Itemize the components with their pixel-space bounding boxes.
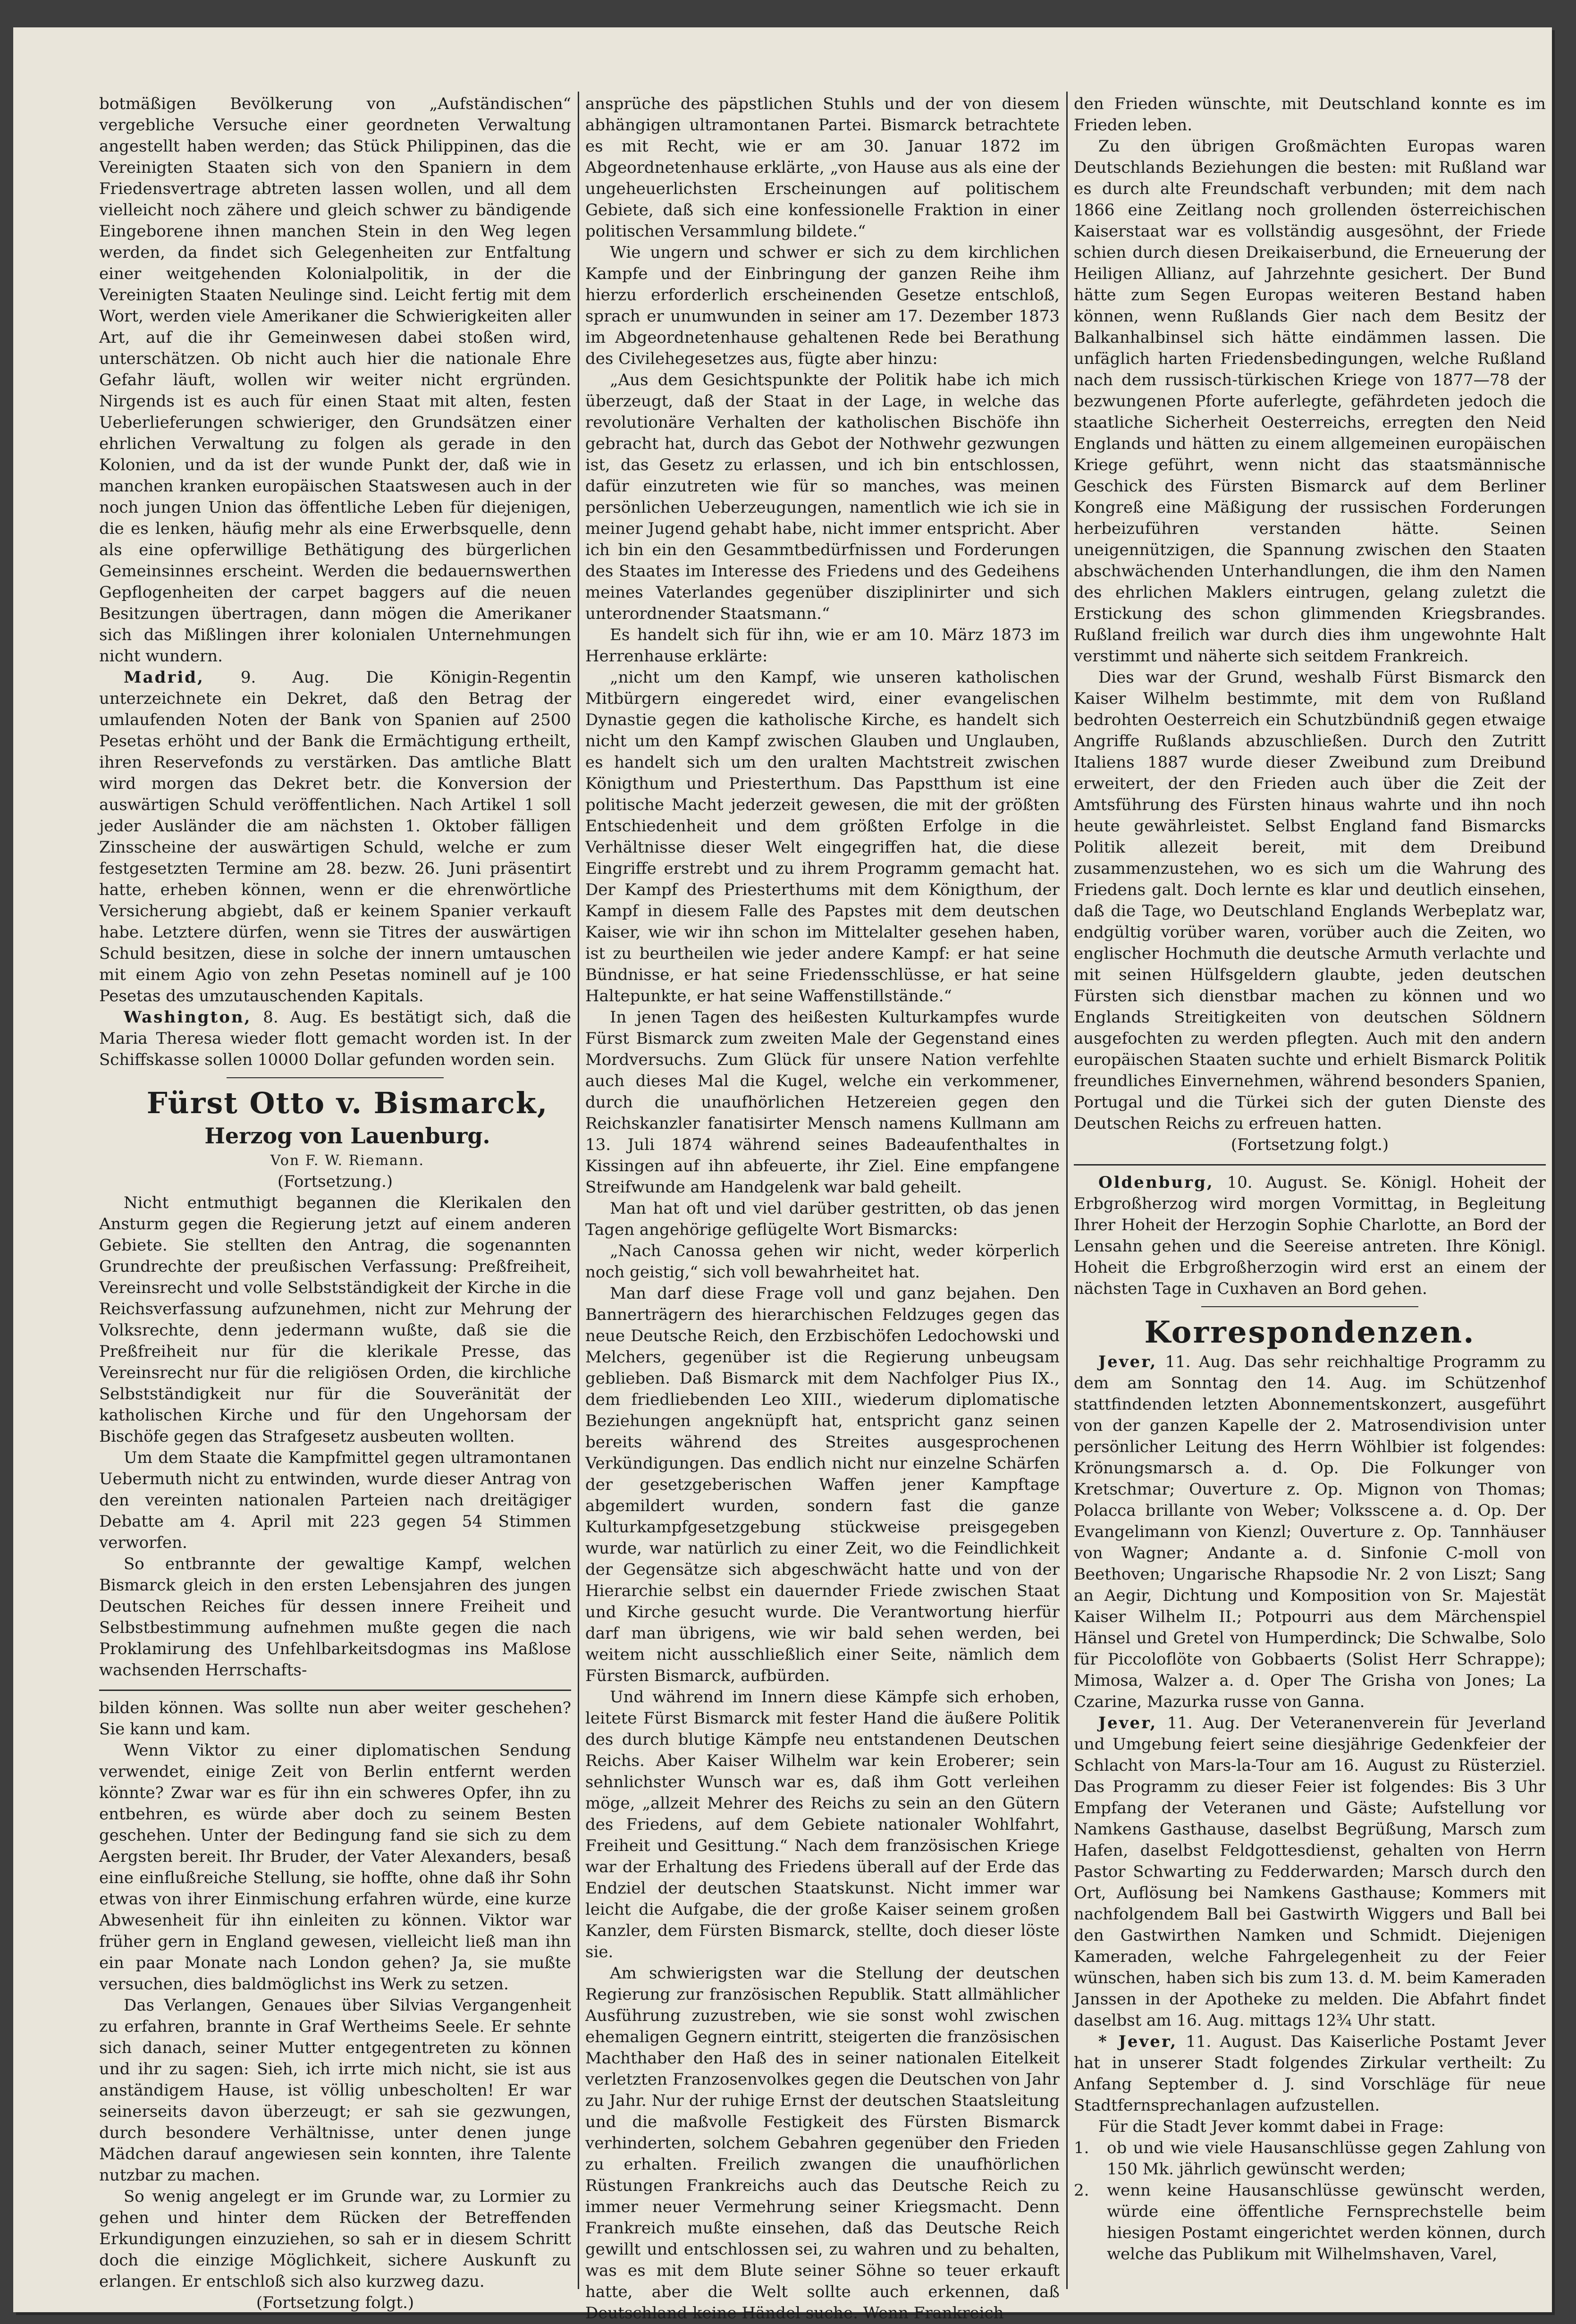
feuilleton-paragraph: bilden können. Was sollte nun aber weiter geschehen? Sie kann und kam. [99, 1699, 571, 1739]
news-item-washington [99, 1007, 571, 1071]
article-paragraph: ansprüche des päpstlichen Stuhls und der von diesem abhängigen ultramontanen Partei. Bismarck betrachtete es mit Recht, wie er am 30. Januar 1872 im Abgeordnetenhause erklärte, „von Hause aus als eine der ungeheuerlichsten Erscheinungen auf politischem Gebiete, daß sich eine konfessionelle Fraktion in einer politischen Versammlung bildete.“ [585, 94, 1060, 241]
article-paragraph: Nicht entmuthigt begannen die Klerikalen den Ansturm gegen die Regierung jetzt auf einem anderen Gebiete. Sie stellten den Antrag, die sogenannten Grundrechte der preußischen Verfassung: Preßfreiheit, Vereinsrecht und volle Selbstständigkeit der Kirche in die Reichsverfassung aufzunehmen, nicht zur Mehrung der Volksrechte, denn jedermann wußte, daß sie die Preßfreiheit nur für die klerikale Presse, das Vereinsrecht nur für die religiösen Orden, die kirchliche Selbstständigkeit nur für die Souveränität der katholischen Kirche und für den Ungehorsam der Bischöfe gegen das Strafgesetz ausbeuten wollten. [99, 1193, 571, 1446]
continued-note: (Fortsetzung folgt.) [256, 2293, 414, 2312]
news-text: 11. Aug. Das sehr reichhaltige Programm zu dem am Sonntag den 14. Aug. im Schützenhof stattfindenden letzten Abonnementskonzert, ausgeführt von der ganzen Kapelle der 2. Matrosendivision unter persönlicher Leitung des Herrn Wöhlbier ist folgendes: Krönungsmarsch a. d. Op. Die Folkunger von Kretschmar; Ouverture z. Op. Mignon von Thomas; Polacca brillante von Weber; Volksscene a. d. Op. Der Evangelimann von Kienzl; Ouverture z. Op. Tannhäuser von Wagner; Andante a. d. Sinfonie C-moll von Beethoven; Ungarische Rhapsodie Nr. 2 von Liszt; Sang an Aegir, Dichtung und Komposition von Sr. Majestät Kaiser Wilhelm II.; Potpourri aus dem Märchenspiel Hänsel und Gretel von Humperdinck; Die Schwalbe, Solo für Piccoloflöte von Gobbaerts (Solist Herr Schrappe); Mimosa, Walzer a. d. Oper The Grisha von Jones; La Czarine, Mazurka russe von Ganna. [1074, 1352, 1546, 1711]
divider [1201, 1306, 1418, 1307]
divider [227, 1077, 444, 1078]
news-item-oldenburg [1074, 1172, 1546, 1300]
article-subtitle: Herzog von Lauenburg. [204, 1123, 490, 1149]
dateline-place: Jever, [1098, 1352, 1157, 1371]
feuilleton-paragraph: Wenn Viktor zu einer diplomatischen Sendung verwendet, einige Zeit von Berlin entfernt werden könnte? Zwar war es für ihn ein schweres Opfer, ihn zu entbehren, es würde aber doch zu seinem Besten geschehen. Unter der Bedingung fand sie sich zu dem Aergsten bereit. Ihr Bruder, der Vater Alexanders, besaß eine einflußreiche Stellung, sie hoffte, ohne daß ihr Sohn etwas von ihrer Einmischung erfahren würde, eine kurze Abwesenheit für ihn einleiten zu können. Viktor war früher gern in England gewesen, vielleicht ließ man ihn ein paar Monate nach London gehen? Ja, sie mußte versuchen, dies baldmöglichst ins Werk zu setzen. [99, 1741, 571, 1994]
article-quote: „nicht um den Kampf, wie unseren katholischen Mitbürgern eingeredet wird, einer evangelischen Dynastie gegen die katholische Kirche, es handelt sich nicht um den Kampf zwischen Glauben und Unglauben, es handelt sich um den uralten Machtstreit zwischen Königthum und Priesterthum. Das Papstthum ist eine politische Macht jederzeit gewesen, die mit der größten Entschiedenheit und dem größten Erfolge in die Verhältnisse dieser Welt eingegriffen hat, die diese Eingriffe erstrebt und zu ihrem Programm gemacht hat. Der Kampf des Priesterthums mit dem Königthum, der Kampf in diesem Falle des Papstes mit dem deutschen Kaiser, wie wir ihn schon im Mittelalter gesehen haben, ist zu beurtheilen wie jeder andere Kampf: er hat seine Bündnisse, er hat seine Friedensschlüsse, er hat seine Haltepunkte, er hat seine Waffenstillstände.“ [585, 668, 1060, 1006]
list-text: wenn keine Hausanschlüsse gewünscht werden, würde eine öffentliche Fernsprechstelle beim hiesigen Postamt eingerichtet werden können, durch welche das Publikum mit Wilhelmshaven, Varel, [1107, 2181, 1546, 2264]
newspaper-page [13, 27, 1552, 2323]
feuilleton-paragraph: So wenig angelegt er im Grunde war, zu Lormier zu gehen und hinter dem Rücken der Betreffenden Erkundigungen einzuziehen, so sah er in diesem Schritt doch die einzige Möglichkeit, sichere Auskunft zu erlangen. Er entschloß sich also kurzweg dazu. [99, 2187, 571, 2291]
continued-note: (Fortsetzung.) [277, 1172, 393, 1191]
article-quote: „Nach Canossa gehen wir nicht, weder körperlich noch geistig,“ sich voll bewahrheitet hat. [585, 1242, 1060, 1282]
news-item-jever [1074, 1713, 1546, 2031]
dateline-place: * Jever, [1098, 2032, 1178, 2051]
list-item [1074, 2180, 1546, 2265]
article-paragraph: So entbrannte der gewaltige Kampf, welchen Bismarck gleich in den ersten Lebensjahren des jungen Deutschen Reiches für dessen innere Freiheit und Selbstbestimmung aufnehmen mußte gegen die nach Proklamirung des Unfehlbarkeitsdogmas ins Maßlose wachsenden Herrschafts- [99, 1555, 571, 1680]
article-paragraph: Und während im Innern diese Kämpfe sich erhoben, leitete Fürst Bismarck mit fester Hand die äußere Politik des durch blutige Kämpfe neu entstandenen Deutschen Reichs. Aber Kaiser Wilhelm war kein Eroberer; sein sehnlichster Wunsch war es, daß ihm Gott verleihen möge, „allzeit Mehrer des Reichs zu sein an den Gütern des Friedens, auf dem Gebiete nationaler Wohlfahrt, Freiheit und Gesittung.“ Nach dem französischen Kriege war der Erhaltung des Friedens überall auf der Erde das Endziel der deutschen Staatskunst. Nicht immer war leicht die Aufgabe, die der große Kaiser seinem großen Kanzler, dem Fürsten Bismarck, stellte, doch dieser löste sie. [585, 1688, 1060, 1961]
feuilleton-divider [99, 1690, 571, 1691]
column-rule-left [578, 92, 579, 2289]
news-item-jever [1074, 2031, 1546, 2116]
article-paragraph: botmäßigen Bevölkerung von „Aufständischen“ vergebliche Versuche einer geordneten Verwaltung angestellt haben werden; das Stück Philippinen, das die Vereinigten Staaten sich von den Spaniern in dem Friedensvertrage abtreten lassen wollen, und all dem vielleicht noch zähere und gleich schwer zu bändigende Eingeborene ihnen manchen Stein in den Weg legen werden, da findet sich Gelegenheiten zur Entfaltung einer weitgehenden Kolonialpolitik, in der die Vereinigten Staaten Neulinge sind. Leicht fertig mit dem Wort, werden viele Amerikaner die Schwierigkeiten aller Art, auf die ihr Gemeinwesen dabei stoßen wird, unterschätzen. Ob nicht auch hier die nationale Ehre Gefahr läuft, wollen wir weiter nicht ergründen. Nirgends ist es auch für einen Staat mit alten, festen Ueberlieferungen schwieriger, den Grundsätzen einer ehrlichen Verwaltung zu folgen als gerade in den Kolonien, und da ist der wunde Punkt der, daß wie in manchen kranken europäischen Staatswesen auch in der noch jungen Union das öffentliche Leben für diejenigen, die es lenken, häufig mehr als eine Erwerbsquelle, denn als eine opferwillige Bethätigung des bürgerlichen Gemeinsinnes erscheint. Werden die bedauernswerthen Gepflogenheiten der carpet baggers auf die neuen Besitzungen übertragen, dann mögen die Amerikaner sich das Mißlingen ihrer kolonialen Unternehmungen nicht wundern. [99, 94, 571, 666]
list-item [1074, 2138, 1546, 2180]
news-item-madrid [99, 667, 571, 1007]
news-text: 9. Aug. Die Königin-Regentin unterzeichnete ein Dekret, daß den Betrag der umlaufenden Noten der Bank von Spanien auf 2500 Pesetas erhöht und der Bank die Ermächtigung ertheilt, ihren Reservefonds zu verstärken. Das amtliche Blatt wird morgen das Dekret betr. die Konversion der auswärtigen Schuld veröffentlichen. Nach Artikel 1 soll jeder Ausländer die am nächsten 1. Oktober fälligen Zinsscheine der auswärtigen Schuld, welche er zum festgesetzten Termine am 28. bezw. 26. Juni präsentirt hatte, erheben können, wenn er die ehrenwörtliche Versicherung abgiebt, daß er keinem Spanier verkauft habe. Letztere dürfen, wenn sie Titres der auswärtigen Schuld besitzen, diese in solche der innern umtauschen mit einem Agio von zehn Pesetas nominell auf je 100 Pesetas des umzutauschenden Kapitals. [99, 668, 571, 1006]
news-text: Für die Stadt Jever kommt dabei in Frage: [1098, 2117, 1444, 2136]
column-rule-right [1066, 92, 1068, 2289]
article-paragraph: Wie ungern und schwer er sich zu dem kirchlichen Kampfe und der Einbringung der ganzen Reihe ihm hierzu erforderlich erscheinenden Gesetze entschloß, sprach er unumwunden in seiner am 17. Dezember 1873 im Abgeordnetenhause gehaltenen Rede bei Berathung des Civilehegesetzes aus, fügte aber hinzu: [585, 243, 1060, 368]
list-text: ob und wie viele Hausanschlüsse gegen Zahlung von 150 Mk. jährlich gewünscht werden; [1107, 2138, 1546, 2179]
news-item-jever [1074, 1352, 1546, 1713]
section-heading: Korrespondenzen. [1144, 1315, 1475, 1350]
news-text: 11. Aug. Der Veteranenverein für Jeverland und Umgebung feiert seine diesjährige Gedenkfeier der Schlacht von Mars-la-Tour am 16. August zu Rüsterziel. Das Programm zu dieser Feier ist folgendes: Bis 3 Uhr Empfang der Veteranen und Gäste; Aufstellung vor Namkens Gasthause, daselbst Begrüßung, Marsch zum Hafen, daselbst Feldgottesdienst, gehalten von Herrn Pastor Schwarting zu Fedderwarden; Marsch durch den Ort, Auflösung bei Namkens Gasthause; Kommers mit nachfolgendem Ball bei Gastwirth Wiggers und Ball bei den Gastwirthen Namken und Schmidt. Diejenigen Kameraden, welche Fahrgelegenheit zu der Feier wünschen, haben sich bis zum 13. d. M. beim Kameraden Janssen in der Apotheke zu melden. Die Abfahrt findet daselbst am 16. Aug. mittags 12¾ Uhr statt. [1074, 1714, 1546, 2030]
dateline-place: Jever, [1098, 1714, 1157, 1732]
dateline-place: Madrid, [124, 668, 204, 687]
article-paragraph: Zu den übrigen Großmächten Europas waren Deutschlands Beziehungen die besten: mit Rußland war es durch alte Freundschaft verbunden; mit dem nach 1866 eine Zeitlang noch grollenden österreichischen Kaiserstaat war es vollständig ausgesöhnt, der Friede schien durch diesen Dreikaiserbund, die Erneuerung der Heiligen Allianz, auf Jahrzehnte gesichert. Der Bund hätte zum Segen Europas weiteren Bestand haben können, wenn Rußlands Gier nach dem Besitz der Balkanhalbinsel sich hätte eindämmen lassen. Die unfäglich harten Friedensbedingungen, welche Rußland nach dem russisch-türkischen Kriege von 1877—78 der bezwungenen Pforte auferlegte, gefährdeten jedoch die staatliche Sicherheit Oesterreichs, erregten den Neid Englands und hätten zu einem allgemeinen europäischen Kriege geführt, wenn nicht das staatsmännische Geschick des Fürsten Bismarck auf dem Berliner Kongreß eine Mäßigung der russischen Forderungen herbeizuführen verstanden hätte. Seinen uneigennützigen, die Spannung zwischen den Staaten abschwächenden Unterhandlungen, die ihm den Namen des ehrlichen Maklers eintrugen, gelang zuletzt die Erstickung des schon glimmenden Kriegsbrandes. Rußland freilich war durch dies ihm ungewohnte Halt verstimmt und näherte sich seitdem Frankreich. [1074, 137, 1546, 666]
list-number: 1. [1074, 2138, 1089, 2157]
news-text: 10. August. Se. Königl. Hoheit der Erbgroßherzog wird morgen Vormittag, in Begleitung Ihrer Hoheit der Herzogin Sophie Charlotte, an Bord der Lensahn gehen und die Seereise antreten. Ihre Königl. Hoheit die Erbgroßherzogin wird erst an einem der nächsten Tage in Cuxhaven an Bord gehen. [1074, 1173, 1546, 1298]
divider [1074, 1164, 1546, 1166]
dateline-place: Washington, [124, 1008, 252, 1027]
news-text: 8. Aug. Es bestätigt sich, daß die Maria Theresa wieder flott gemacht worden ist. In der Schiffskasse sollen 10000 Dollar gefunden worden sein. [99, 1008, 571, 1069]
list-number: 2. [1074, 2181, 1089, 2200]
article-paragraph: Dies war der Grund, weshalb Fürst Bismarck den Kaiser Wilhelm bestimmte, mit dem von Rußland bedrohten Oesterreich ein Schutzbündniß gegen etwaige Angriffe Rußlands abzuschließen. Durch den Zutritt Italiens 1887 wurde dieser Zweibund zum Dreibund erweitert, der den Frieden auch über die Zeit der Amtsführung des Fürsten hinaus wahrte und ihn noch heute gewährleistet. Selbst England fand Bismarcks Politik allezeit bereit, mit dem Dreibund zusammenzustehen, wo es sich um die Wahrung des Friedens galt. Doch lernte es klar und deutlich einsehen, daß die Tage, wo Deutschland Englands Werbeplatz war, endgültig vorüber waren, vorüber auch die Zeiten, wo englischer Hochmuth die deutsche Armuth verlachte und mit seinen Hülfsgeldern glaubte, jeden deutschen Fürsten sich dienstbar machen zu können und wo Englands Streitigkeiten von deutschen Söldnern ausgefochten zu werden pflegten. Auch mit den andern europäischen Staaten suchte und erhielt Bismarck Politik freundliches Einvernehmen, während besonders Spanien, Portugal und die Türkei sich der guten Dienste des Deutschen Reichs zu erfreuen hatten. [1074, 668, 1546, 1133]
continued-note: (Fortsetzung folgt.) [1230, 1135, 1389, 1154]
news-text: 11. August. Das Kaiserliche Postamt Jever hat in unserer Stadt folgendes Zirkular vertheilt: Zu Anfang September d. J. sind Vorschläge für neue Stadtfernsprechanlagen aufzustellen. [1074, 2032, 1546, 2115]
column-3 [1074, 93, 1546, 2265]
column-2 [585, 93, 1060, 2324]
dateline-place: Oldenburg, [1098, 1173, 1214, 1192]
article-quote: „Aus dem Gesichtspunkte der Politik habe ich mich überzeugt, daß der Staat in der Lage, in welche das revolutionäre Verhalten der katholischen Bischöfe ihn gebracht hat, durch das Gebot der Nothwehr gezwungen ist, das Gesetz zu erlassen, und ich bin entschlossen, dafür einzutreten wie für so manches, was meinen persönlichen Ueberzeugungen, namentlich wie ich sie in meiner Jugend gehabt habe, nicht immer entspricht. Aber ich bin ein den Gesammtbedürfnissen und Forderungen des Staates im Interesse des Friedens und des Gedeihens meines Vaterlandes gegenüber disziplinirter und sich unterordnender Staatsmann.“ [585, 371, 1060, 623]
article-paragraph: In jenen Tagen des heißesten Kulturkampfes wurde Fürst Bismarck zum zweiten Male der Gegenstand eines Mordversuchs. Zum Glück für unsere Nation verfehlte auch dieses Mal die Kugel, welche ein verkommener, durch die unaufhörlichen Hetzereien gegen den Reichskanzler fanatisirter Mensch namens Kullmann am 13. Juli 1874 während seines Badeaufenthaltes in Kissingen auf ihn abfeuerte, ihr Ziel. Eine empfangene Streifwunde am Handgelenk war bald geheilt. [585, 1008, 1060, 1197]
article-paragraph: Es handelt sich für ihn, wie er am 10. März 1873 im Herrenhause erklärte: [585, 625, 1060, 666]
article-paragraph: Um dem Staate die Kampfmittel gegen ultramontanen Uebermuth nicht zu entwinden, wurde dieser Antrag von den vereinten nationalen Parteien nach dreitägiger Debatte am 4. April mit 223 gegen 54 Stimmen verworfen. [99, 1448, 571, 1552]
article-paragraph: Man darf diese Frage voll und ganz bejahen. Den Bannerträgern des hierarchischen Feldzuges gegen das neue Deutsche Reich, den Erzbischöfen Ledochowski und Melchers, gegenüber ist die Regierung unbeugsam geblieben. Daß Bismarck mit dem Nachfolger Pius IX., dem friedliebenden Leo XIII., wiederum diplomatische Beziehungen angeknüpft hat, entspricht ganz seinen bereits während des Streites ausgesprochenen Verkündigungen. Das endlich nicht nur einzelne Schärfen der gesetzgeberischen Waffen jener Kampftage abgemildert wurden, sondern fast die ganze Kulturkampfgesetzgebung stückweise preisgegeben wurde, war natürlich zu einer Zeit, wo die Feindlichkeit der Gegensätze sich abgeschwächt hatte und von der Hierarchie selbst ein dauernder Friede zwischen Staat und Kirche gesucht wurde. Die Verantwortung hierfür darf man übrigens, wie wir bald sehen werden, bei weitem nicht ausschließlich einer Seite, nämlich dem Fürsten Bismarck, aufbürden. [585, 1284, 1060, 1685]
feuilleton-paragraph: Das Verlangen, Genaues über Silvias Vergangenheit zu erfahren, brannte in Graf Wertheims Seele. Er sehnte sich danach, seiner Mutter entgegentreten zu können und ihr zu sagen: Sieh, ich irrte mich nicht, sie ist aus anständigem Hause, ist völlig unbescholten! Er war seinerseits davon überzeugt; er sah sie gezwungen, durch besondere Verhältnisse, unter denen junge Mädchen darauf angewiesen sein konnten, ihre Talente nutzbar zu machen. [99, 1996, 571, 2185]
numbered-list [1074, 2138, 1546, 2265]
article-byline: Von F. W. Riemann. [270, 1152, 425, 1169]
article-paragraph: Am schwierigsten war die Stellung der deutschen Regierung zur französischen Republik. Statt allmählicher Ausführung zuzustreben, wie sie sonst wohl zwischen ehemaligen Gegnern eintritt, steigerten die französischen Machthaber den Haß des in seiner nationalen Eitelkeit verletzten Franzosenvolkes gegen die Deutschen von Jahr zu Jahr. Nur der ruhige Ernst der deutschen Staatsleitung und die maßvolle Festigkeit des Fürsten Bismarck verhinderten, solchem Gebahren gegenüber den Frieden zu erhalten. Freilich zwangen die unaufhörlichen Rüstungen Frankreichs auch das Deutsche Reich zu immer neuer Vermehrung seiner Kriegsmacht. Denn Frankreich mußte einsehen, daß das Deutsche Reich gewillt und entschlossen sei, zu wahren und zu behalten, was es mit dem Blute seiner Söhne so teuer erkauft hatte, aber die Welt sollte auch erkennen, daß Deutschland keine Händel suche. Wenn Frankreich [585, 1964, 1060, 2323]
article-paragraph: Man hat oft und viel darüber gestritten, ob das jenen Tagen angehörige geflügelte Wort Bismarcks: [585, 1199, 1060, 1239]
column-1 [99, 93, 571, 2314]
article-title: Fürst Otto v. Bismarck, [146, 1086, 548, 1120]
article-paragraph: den Frieden wünschte, mit Deutschland konnte es im Frieden leben. [1074, 94, 1546, 135]
